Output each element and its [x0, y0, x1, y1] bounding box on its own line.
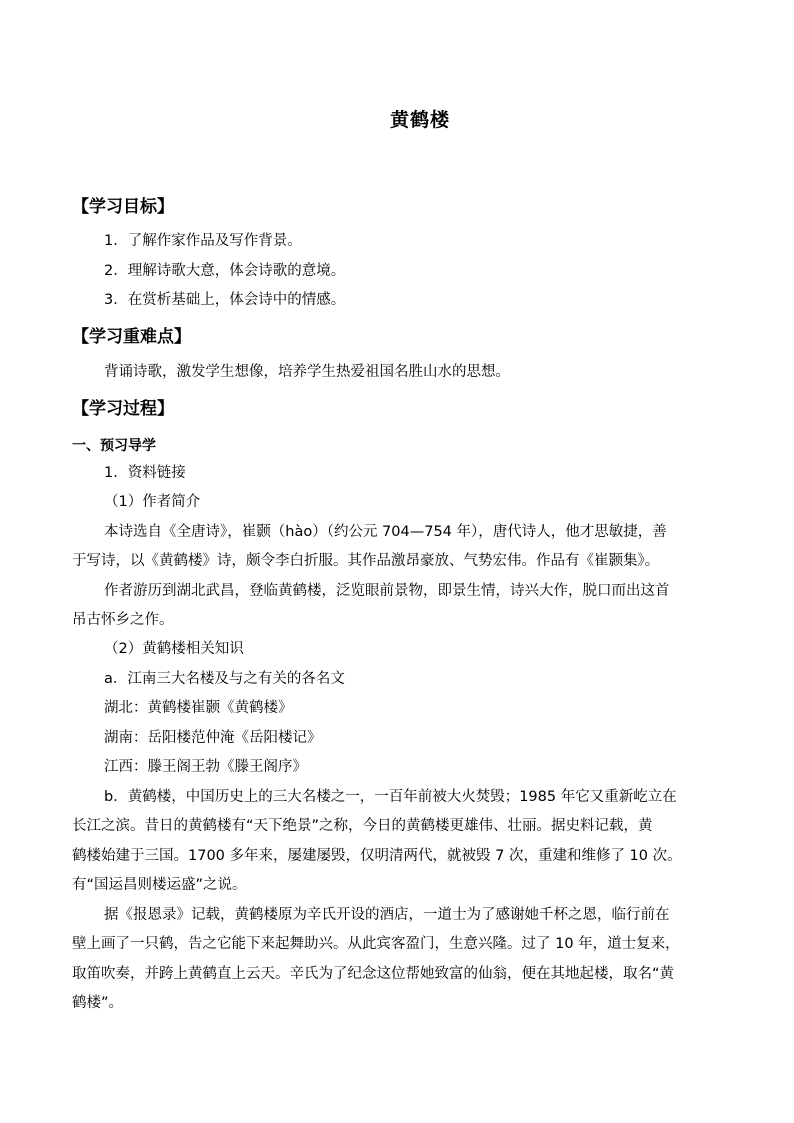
- tower-hunan: 湖南：岳阳楼范仲淹《岳阳楼记》: [104, 730, 322, 746]
- section-heading-process: 【学习过程】: [72, 399, 174, 419]
- preview-heading: 一、预习导学: [72, 438, 156, 454]
- tower-b-line-3: 鹤楼始建于三国。1700 多年来，屡建屡毁，仅明清两代，就被毁 7 次，重建和维修了 10 次。: [72, 848, 682, 864]
- legend-line-1: 据《报恩录》记载，黄鹤楼原为辛氏开设的酒店，一道士为了感谢她千杯之恩，临行前在: [104, 907, 670, 923]
- legend-line-3: 取笛吹奏，并跨上黄鹤直上云天。辛氏为了纪念这位帮她致富的仙翁，便在其地起楼，取名“黄: [72, 966, 675, 982]
- tower-hubei: 湖北：黄鹤楼崔颢《黄鹤楼》: [104, 700, 293, 716]
- tower-b-line-2: 长江之滨。昔日的黄鹤楼有“天下绝景”之称，今日的黄鹤楼更雄伟、壮丽。据史料记载，黄: [72, 818, 653, 834]
- section-heading-goals: 【学习目标】: [72, 197, 174, 217]
- key-points-text: 背诵诗歌，激发学生想像，培养学生热爱祖国名胜山水的思想。: [104, 364, 510, 380]
- section-heading-key-points: 【学习重难点】: [72, 327, 191, 347]
- tower-b-line-1: b．黄鹤楼，中国历史上的三大名楼之一，一百年前被大火焚毁；1985 年它又重新屹立在: [104, 789, 677, 805]
- author-heading: （1）作者简介: [104, 494, 201, 510]
- tower-b-line-4: 有“国运昌则楼运盛”之说。: [72, 877, 247, 893]
- preview-item-1: 1．资料链接: [104, 465, 186, 481]
- author-paragraph-1-line-2: 于写诗，以《黄鹤楼》诗，颇令李白折服。其作品激昂豪放、气势宏伟。作品有《崔颢集》。: [72, 553, 660, 569]
- author-paragraph-1-line-1: 本诗选自《全唐诗》，崔颢（hào）（约公元 704—754 年），唐代诗人，他才思敏捷，善: [104, 524, 667, 540]
- goal-item-2: 2．理解诗歌大意，体会诗歌的意境。: [104, 263, 346, 279]
- author-paragraph-2-line-2: 吊古怀乡之作。: [72, 612, 174, 628]
- tower-jiangxi: 江西：滕王阁王勃《滕王阁序》: [104, 759, 307, 775]
- legend-line-2: 壁上画了一只鹤，告之它能下来起舞助兴。从此宾客盈门，生意兴隆。过了 10 年，道士复来，: [72, 936, 680, 952]
- legend-line-4: 鹤楼”。: [72, 995, 124, 1011]
- goal-item-1: 1．了解作家作品及写作背景。: [104, 233, 302, 249]
- tower-item-a: a．江南三大名楼及与之有关的各名文: [104, 671, 345, 687]
- author-paragraph-2-line-1: 作者游历到湖北武昌，登临黄鹤楼，泛览眼前景物，即景生情，诗兴大作，脱口而出这首: [104, 583, 670, 599]
- tower-heading: （2）黄鹤楼相关知识: [104, 641, 244, 657]
- goal-item-3: 3．在赏析基础上，体会诗中的情感。: [104, 292, 346, 308]
- document-title: 黄鹤楼: [389, 109, 450, 131]
